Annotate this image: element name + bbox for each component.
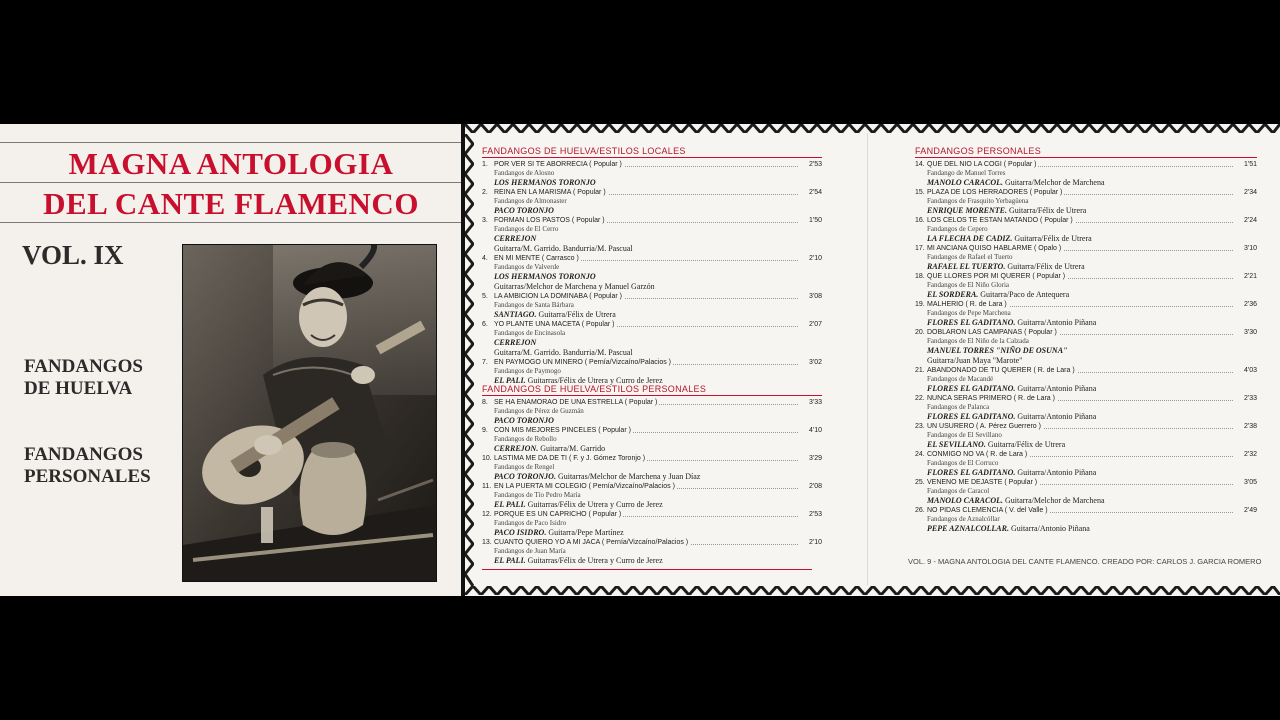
- track-duration: 2'07: [808, 321, 822, 328]
- track-style: Fandangos de El Corruco: [927, 459, 999, 467]
- track-title: [915, 367, 1077, 374]
- track-item: [915, 478, 1257, 506]
- track-artist: FLORES EL GADITANO: [927, 412, 1014, 421]
- track-style: Fandangos de El Cerro: [494, 225, 559, 233]
- track-title-row: [915, 506, 1257, 515]
- zigzag-border-top: [465, 124, 1280, 133]
- track-title-row: [915, 160, 1257, 169]
- track-duration: 2'53: [808, 511, 822, 518]
- track-guitar-credit: Guitarra/Antonio Piñana: [1017, 384, 1097, 393]
- track-style: Fandangos de El Niño Gloria: [927, 281, 1010, 289]
- track-title: [482, 511, 623, 518]
- guitarist-illustration: [183, 245, 436, 581]
- album-cover: [0, 124, 462, 596]
- section-end-rule: [482, 569, 812, 570]
- track-style: Fandangos de Palanca: [927, 403, 990, 411]
- subtitle-line: PERSONALES: [24, 466, 151, 487]
- track-title: [915, 329, 1059, 336]
- track-style: Fandangos de Frasquito Yerbagüena: [927, 197, 1029, 205]
- track-title: [482, 189, 608, 196]
- track-number: 5.: [482, 293, 488, 300]
- track-item: [482, 292, 822, 320]
- track-item: [482, 426, 822, 454]
- track-style: Fandangos de El Sevillano: [927, 431, 1002, 439]
- track-performer-row: PACO TORONJO. Guitarras/Melchor de Marchena y Juan Díaz: [494, 472, 701, 481]
- track-title-row: [915, 188, 1257, 197]
- cover-title-line2: DEL CANTE FLAMENCO: [43, 186, 419, 221]
- track-duration: 2'08: [808, 483, 822, 490]
- track-duration: 1'50: [808, 217, 822, 224]
- track-title-row: [915, 244, 1257, 253]
- track-item: [482, 320, 822, 358]
- track-duration: 2'49: [1243, 507, 1257, 514]
- track-title: [915, 395, 1057, 402]
- track-guitar-credit: Guitarra/Félix de Utrera: [987, 440, 1066, 449]
- track-artist: LOS HERMANOS TORONJO: [494, 272, 596, 281]
- track-title-text: LA AMBICION LA DOMINABA ( Popular ): [494, 293, 622, 300]
- subtitle-fandangos-huelva: [24, 356, 143, 400]
- track-item: [915, 450, 1257, 478]
- track-title-text: YO PLANTE UNA MACETA ( Popular ): [494, 321, 615, 328]
- track-title-row: [482, 254, 822, 263]
- cover-rule-bottom: [0, 222, 462, 223]
- track-item: [482, 454, 822, 482]
- track-title-row: [482, 482, 822, 491]
- track-list-personales-left: [482, 398, 822, 566]
- track-title-row: [482, 454, 822, 463]
- track-number: 19.: [915, 301, 925, 308]
- track-performer-row: MANOLO CARACOL. Guitarra/Melchor de Marchena: [927, 496, 1105, 505]
- track-duration: 2'34: [1243, 189, 1257, 196]
- track-title: [482, 427, 633, 434]
- track-artist: PACO TORONJO: [494, 472, 554, 481]
- track-performer-row: EL SEVILLANO. Guitarra/Félix de Utrera: [927, 440, 1066, 449]
- track-duration: 3'05: [1243, 479, 1257, 486]
- track-duration: 3'29: [808, 455, 822, 462]
- track-performer-row: [482, 234, 822, 244]
- track-style: Fandangos de Paco Isidro: [494, 519, 567, 527]
- subtitle-fandangos-personales: [24, 444, 151, 488]
- track-number: 17.: [915, 245, 925, 252]
- track-style: Fandangos de Macandé: [927, 375, 994, 383]
- track-title-text: EN PAYMOGO UN MINERO ( Pernía/Vizcaíno/Palacios ): [494, 359, 671, 366]
- track-list-locales: [482, 160, 822, 386]
- track-title-row: [915, 216, 1257, 225]
- track-artist: LA FLECHA DE CADIZ: [927, 234, 1011, 243]
- track-artist: EL PALI: [494, 556, 524, 565]
- track-performer-row: PACO ISIDRO. Guitarra/Pepe Martínez: [494, 528, 624, 537]
- track-title-row: [482, 358, 822, 367]
- track-title-row: [915, 300, 1257, 309]
- track-performer-row: FLORES EL GADITANO. Guitarra/Antonio Piñana: [927, 318, 1097, 327]
- track-duration: 2'10: [808, 539, 822, 546]
- track-title-text: LOS CELOS TE ESTAN MATANDO ( Popular ): [927, 217, 1073, 224]
- track-performer-row: EL SORDERA. Guitarra/Paco de Antequera: [927, 290, 1070, 299]
- track-item: [915, 216, 1257, 244]
- track-title-text: CUANTO QUIERO YO A MI JACA ( Pernía/Vizcaíno/Palacios ): [494, 539, 689, 546]
- track-list-personales-right: [915, 160, 1257, 534]
- section-title-estilos-personales: FANDANGOS DE HUELVA/ESTILOS PERSONALES: [482, 384, 707, 394]
- track-item: [915, 272, 1257, 300]
- track-style: Fandangos de Santa Bárbara: [494, 301, 574, 309]
- track-style: Fandangos de Rebollo: [494, 435, 557, 443]
- track-guitar-credit: Guitarras/Félix de Utrera y Curro de Jerez: [527, 376, 663, 385]
- track-number: 11.: [482, 483, 492, 490]
- track-title-text: DOBLARON LAS CAMPANAS ( Popular ): [927, 329, 1057, 336]
- track-item: [482, 398, 822, 426]
- tracklist-right-column: [915, 146, 1257, 534]
- track-performer-row: EL PALI. Guitarras/Félix de Utrera y Curro de Jerez: [494, 500, 663, 509]
- track-artist: SANTIAGO: [494, 310, 535, 319]
- track-title-row: [915, 328, 1257, 337]
- track-item: [915, 366, 1257, 394]
- track-title: [482, 217, 607, 224]
- track-guitar-credit: Guitarra/Félix de Utrera: [1009, 206, 1087, 215]
- track-number: 12.: [482, 511, 492, 518]
- track-style: Fandangos de Aznalcóllar: [927, 515, 1000, 523]
- track-number: 2.: [482, 189, 488, 196]
- track-guitar-credit: Guitarra/Antonio Piñana: [1017, 468, 1097, 477]
- track-style: Fandangos de Rengel: [494, 463, 555, 471]
- track-title-text: MALHERIO ( R. de Lara ): [927, 301, 1007, 308]
- track-title-text: CON MIS MEJORES PINCELES ( Popular ): [494, 427, 631, 434]
- track-item: [915, 328, 1257, 366]
- track-accompaniment: Guitarras/Melchor de Marchena y Manuel Garzón: [494, 282, 655, 291]
- track-title-text: QUE DEL NIO LA COGI ( Popular ): [927, 161, 1037, 168]
- track-title: [915, 507, 1050, 514]
- track-title-text: PORQUE ES UN CAPRICHO ( Popular ): [494, 511, 622, 518]
- track-duration: 2'32: [1243, 451, 1257, 458]
- track-item: [915, 394, 1257, 422]
- track-performer-row: ENRIQUE MORENTE. Guitarra/Félix de Utrera: [927, 206, 1087, 215]
- track-artist: FLORES EL GADITANO: [927, 384, 1014, 393]
- track-title-text: REINA EN LA MARISMA ( Popular ): [494, 189, 606, 196]
- track-guitar-credit: Guitarra/Félix de Utrera: [1014, 234, 1092, 243]
- subtitle-line: FANDANGOS: [24, 444, 143, 465]
- track-duration: 2'53: [808, 161, 822, 168]
- guitarist-engraving: [182, 244, 437, 582]
- section-rule: [915, 157, 1257, 158]
- track-item: [482, 216, 822, 254]
- track-item: [915, 244, 1257, 272]
- track-item: [482, 188, 822, 216]
- track-style: Fandangos de El Niño de la Calzada: [927, 337, 1029, 345]
- track-title: [915, 161, 1038, 168]
- track-item: [915, 188, 1257, 216]
- track-item: [482, 160, 822, 188]
- track-style: Fandangos de Rafael el Tuerto: [927, 253, 1013, 261]
- track-item: [482, 538, 822, 566]
- album-scan: [0, 124, 1280, 596]
- track-artist: CERREJON: [494, 338, 537, 347]
- cover-rule-top: [0, 142, 462, 143]
- track-item: [482, 254, 822, 292]
- track-artist: ENRIQUE MORENTE: [927, 206, 1006, 215]
- track-artist: PACO TORONJO: [494, 416, 554, 425]
- track-title-text: EN LA PUERTA MI COLEGIO ( Pernía/Vizcaíno/Palacios ): [494, 483, 675, 490]
- track-duration: 3'33: [808, 399, 822, 406]
- track-style: Fandangos de Encinasola: [494, 329, 566, 337]
- track-title-row: [482, 216, 822, 225]
- track-guitar-credit: Guitarra/Antonio Piñana: [1017, 412, 1097, 421]
- track-title-row: [482, 510, 822, 519]
- track-artist: PACO ISIDRO: [494, 528, 545, 537]
- track-title-text: POR VER SI TE ABORRECIA ( Popular ): [494, 161, 622, 168]
- track-duration: 4'10: [808, 427, 822, 434]
- track-title: [482, 539, 690, 546]
- track-duration: 2'10: [808, 255, 822, 262]
- track-item: [915, 160, 1257, 188]
- track-title: [482, 483, 677, 490]
- track-guitar-credit: Guitarra/Paco de Antequera: [980, 290, 1070, 299]
- volume-label: VOL. IX: [22, 240, 124, 270]
- track-duration: 2'54: [808, 189, 822, 196]
- track-title-text: NUNCA SERAS PRIMERO ( R. de Lara ): [927, 395, 1055, 402]
- track-title-row: [482, 426, 822, 435]
- track-guitar-credit: Guitarra/M. Garrido: [540, 444, 606, 453]
- track-style: Fandangos de Pérez de Guzmán: [494, 407, 584, 415]
- track-title: [482, 255, 581, 262]
- track-performer-row: FLORES EL GADITANO. Guitarra/Antonio Piñana: [927, 468, 1097, 477]
- track-title-row: [482, 292, 822, 301]
- track-performer-row: MANOLO CARACOL. Guitarra/Melchor de Marchena: [927, 178, 1105, 187]
- track-performer-row: PEPE AZNALCOLLAR. Guitarra/Antonio Piñana: [927, 524, 1090, 533]
- track-artist: LOS HERMANOS TORONJO: [494, 178, 596, 187]
- track-item: [915, 506, 1257, 534]
- track-guitar-credit: Guitarra/Pepe Martínez: [548, 528, 624, 537]
- track-item: [482, 358, 822, 386]
- track-title-text: VENENO ME DEJASTE ( Popular ): [927, 479, 1038, 486]
- track-performer-row: [482, 338, 822, 348]
- track-guitar-credit: Guitarra/Antonio Piñana: [1010, 524, 1090, 533]
- track-number: 21.: [915, 367, 925, 374]
- track-performer-row: SANTIAGO. Guitarra/Félix de Utrera: [494, 310, 616, 319]
- track-title-text: QUE LLORES POR MI QUERER ( Popular ): [927, 273, 1066, 280]
- track-title-row: [482, 398, 822, 407]
- track-performer-row: FLORES EL GADITANO. Guitarra/Antonio Piñana: [927, 412, 1097, 421]
- track-performer-row: RAFAEL EL TUERTO. Guitarra/Félix de Utrera: [927, 262, 1085, 271]
- track-title-row: [915, 394, 1257, 403]
- track-artist: FLORES EL GADITANO: [927, 318, 1014, 327]
- track-accompaniment: Guitarra/M. Garrido. Bandurria/M. Pascual: [494, 348, 633, 357]
- track-performer-row: CERREJON. Guitarra/M. Garrido: [494, 444, 606, 453]
- subtitle-line: DE HUELVA: [24, 378, 133, 399]
- track-duration: 3'08: [808, 293, 822, 300]
- track-guitar-credit: Guitarra/Félix de Utrera: [1007, 262, 1085, 271]
- section-rule: [482, 395, 822, 396]
- track-title-text: SE HA ENAMORAO DE UNA ESTRELLA ( Popular ): [494, 399, 658, 406]
- booklet-fold: [867, 133, 868, 585]
- track-artist: MANOLO CARACOL: [927, 496, 1002, 505]
- track-number: 26.: [915, 507, 925, 514]
- track-title: [482, 359, 673, 366]
- track-title-text: LASTIMA ME DA DE TI ( F. y J. Gómez Toronjo ): [494, 455, 646, 462]
- track-style: Fandangos de Pepe Marchena: [927, 309, 1011, 317]
- track-artist: EL SORDERA: [927, 290, 977, 299]
- track-number: 23.: [915, 423, 925, 430]
- track-title-row: [482, 538, 822, 547]
- track-number: 18.: [915, 273, 925, 280]
- cover-title-line1: MAGNA ANTOLOGIA: [68, 146, 394, 181]
- track-performer-row: [915, 346, 1257, 356]
- track-title-row: [915, 478, 1257, 487]
- track-title-text: ABANDONADO DE TU QUERER ( R. de Lara ): [927, 367, 1075, 374]
- track-number: 4.: [482, 255, 488, 262]
- track-duration: 2'21: [1243, 273, 1257, 280]
- track-guitar-credit: Guitarras/Félix de Utrera y Curro de Jerez: [527, 556, 663, 565]
- track-performer-row: [482, 272, 822, 282]
- track-style: Fandangos de Almonaster: [494, 197, 567, 205]
- track-title: [915, 189, 1064, 196]
- track-performer-row: [482, 416, 822, 426]
- zigzag-border-left: [465, 134, 474, 586]
- track-duration: 2'38: [1243, 423, 1257, 430]
- track-number: 22.: [915, 395, 925, 402]
- cover-rule-mid: [0, 182, 462, 183]
- track-number: 1.: [482, 161, 488, 168]
- track-style: Fandangos de Alosno: [494, 169, 555, 177]
- track-number: 6.: [482, 321, 488, 328]
- track-title-row: [915, 366, 1257, 375]
- tracklist-left-column: [482, 146, 822, 570]
- track-title-row: [482, 160, 822, 169]
- track-title-row: [915, 272, 1257, 281]
- track-duration: 1'51: [1243, 161, 1257, 168]
- track-guitar-credit: Guitarra/Félix de Utrera: [538, 310, 616, 319]
- track-title: [482, 293, 624, 300]
- track-duration: 3'30: [1243, 329, 1257, 336]
- track-guitar-credit: Guitarra/Melchor de Marchena: [1005, 496, 1105, 505]
- track-performer-row: EL PALI. Guitarras/Félix de Utrera y Curro de Jerez: [494, 376, 663, 385]
- booklet-footer-credit: VOL. 9 - MAGNA ANTOLOGIA DEL CANTE FLAMENCO. CREADO POR: CARLOS J. GARCIA ROMERO: [908, 557, 1262, 566]
- track-accompaniment: Guitarra/Juan Maya "Marote": [927, 356, 1023, 365]
- track-performer-row: [482, 178, 822, 188]
- track-style: Fandangos de Valverde: [494, 263, 560, 271]
- section-rule: [482, 157, 822, 158]
- track-duration: 4'03: [1243, 367, 1257, 374]
- track-number: 24.: [915, 451, 925, 458]
- track-style: Fandangos de Juan María: [494, 547, 566, 555]
- track-number: 8.: [482, 399, 488, 406]
- section-title-fandangos-personales: FANDANGOS PERSONALES: [915, 146, 1042, 156]
- track-accompaniment: Guitarra/M. Garrido. Bandurria/M. Pascual: [494, 244, 633, 253]
- track-performer-row: EL PALI. Guitarras/Félix de Utrera y Curro de Jerez: [494, 556, 663, 565]
- tracklist-booklet: [465, 124, 1280, 596]
- subtitle-line: FANDANGOS: [24, 356, 143, 377]
- track-title-text: EN MI MENTE ( Carrasco ): [494, 255, 579, 262]
- track-title: [482, 455, 647, 462]
- track-title-row: [915, 422, 1257, 431]
- track-title-text: NO PIDAS CLEMENCIA ( V. del Valle ): [927, 507, 1048, 514]
- track-artist: PACO TORONJO: [494, 206, 554, 215]
- track-title: [915, 423, 1043, 430]
- track-title: [915, 301, 1009, 308]
- track-number: 15.: [915, 189, 925, 196]
- track-guitar-credit: Guitarras/Melchor de Marchena y Juan Díaz: [557, 472, 701, 481]
- track-duration: 3'10: [1243, 245, 1257, 252]
- track-title: [915, 245, 1063, 252]
- track-item: [482, 482, 822, 510]
- track-style: Fandangos de Tío Pedro María: [494, 491, 581, 499]
- track-duration: 3'02: [808, 359, 822, 366]
- track-item: [915, 422, 1257, 450]
- track-performer-row: LA FLECHA DE CADIZ. Guitarra/Félix de Utrera: [927, 234, 1092, 243]
- track-artist: PEPE AZNALCOLLAR: [927, 524, 1007, 533]
- track-title-text: MI ANCIANA QUISO HABLARME ( Opalo ): [927, 245, 1062, 252]
- track-artist: CERREJON: [494, 444, 537, 453]
- track-artist: MANOLO CARACOL: [927, 178, 1002, 187]
- track-title-row: [915, 450, 1257, 459]
- track-title-text: FORMAN LOS PASTOS ( Popular ): [494, 217, 605, 224]
- track-artist: RAFAEL EL TUERTO: [927, 262, 1004, 271]
- track-style: Fandango de Manuel Torres: [927, 169, 1006, 177]
- track-duration: 2'36: [1243, 301, 1257, 308]
- track-performer-row: FLORES EL GADITANO. Guitarra/Antonio Piñana: [927, 384, 1097, 393]
- track-title-row: [482, 320, 822, 329]
- track-number: 9.: [482, 427, 488, 434]
- track-duration: 2'24: [1243, 217, 1257, 224]
- track-item: [482, 510, 822, 538]
- track-title: [482, 321, 616, 328]
- track-item: [915, 300, 1257, 328]
- track-artist: MANUEL TORRES "NIÑO DE OSUNA": [927, 346, 1068, 355]
- track-title-text: CONMIGO NO VA ( R. de Lara ): [927, 451, 1028, 458]
- track-style: Fandangos de Caracol: [927, 487, 990, 495]
- track-guitar-credit: Guitarra/Melchor de Marchena: [1005, 178, 1105, 187]
- track-title: [915, 479, 1039, 486]
- track-number: 14.: [915, 161, 925, 168]
- track-style: Fandangos de Paymogo: [494, 367, 561, 375]
- track-duration: 2'33: [1243, 395, 1257, 402]
- track-artist: EL PALI: [494, 376, 524, 385]
- track-number: 25.: [915, 479, 925, 486]
- track-title-row: [482, 188, 822, 197]
- track-guitar-credit: Guitarra/Antonio Piñana: [1017, 318, 1097, 327]
- track-number: 7.: [482, 359, 488, 366]
- track-artist: EL PALI: [494, 500, 524, 509]
- track-title-text: UN USURERO ( A. Pérez Guerrero ): [927, 423, 1041, 430]
- track-number: 13.: [482, 539, 492, 546]
- track-number: 20.: [915, 329, 925, 336]
- track-number: 16.: [915, 217, 925, 224]
- track-number: 10.: [482, 455, 492, 462]
- track-title: [915, 451, 1029, 458]
- track-number: 3.: [482, 217, 488, 224]
- section-title-estilos-locales: FANDANGOS DE HUELVA/ESTILOS LOCALES: [482, 146, 686, 156]
- track-artist: FLORES EL GADITANO: [927, 468, 1014, 477]
- track-title-text: PLAZA DE LOS HERRADORES ( Popular ): [927, 189, 1063, 196]
- zigzag-border-bottom: [465, 586, 1280, 595]
- track-performer-row: [482, 206, 822, 216]
- track-guitar-credit: Guitarras/Félix de Utrera y Curro de Jerez: [527, 500, 663, 509]
- track-artist: EL SEVILLANO: [927, 440, 984, 449]
- track-title: [482, 399, 659, 406]
- track-artist: CERREJON: [494, 234, 537, 243]
- track-title: [915, 273, 1067, 280]
- track-title: [915, 217, 1075, 224]
- track-style: Fandangos de Cepero: [927, 225, 988, 233]
- track-title: [482, 161, 624, 168]
